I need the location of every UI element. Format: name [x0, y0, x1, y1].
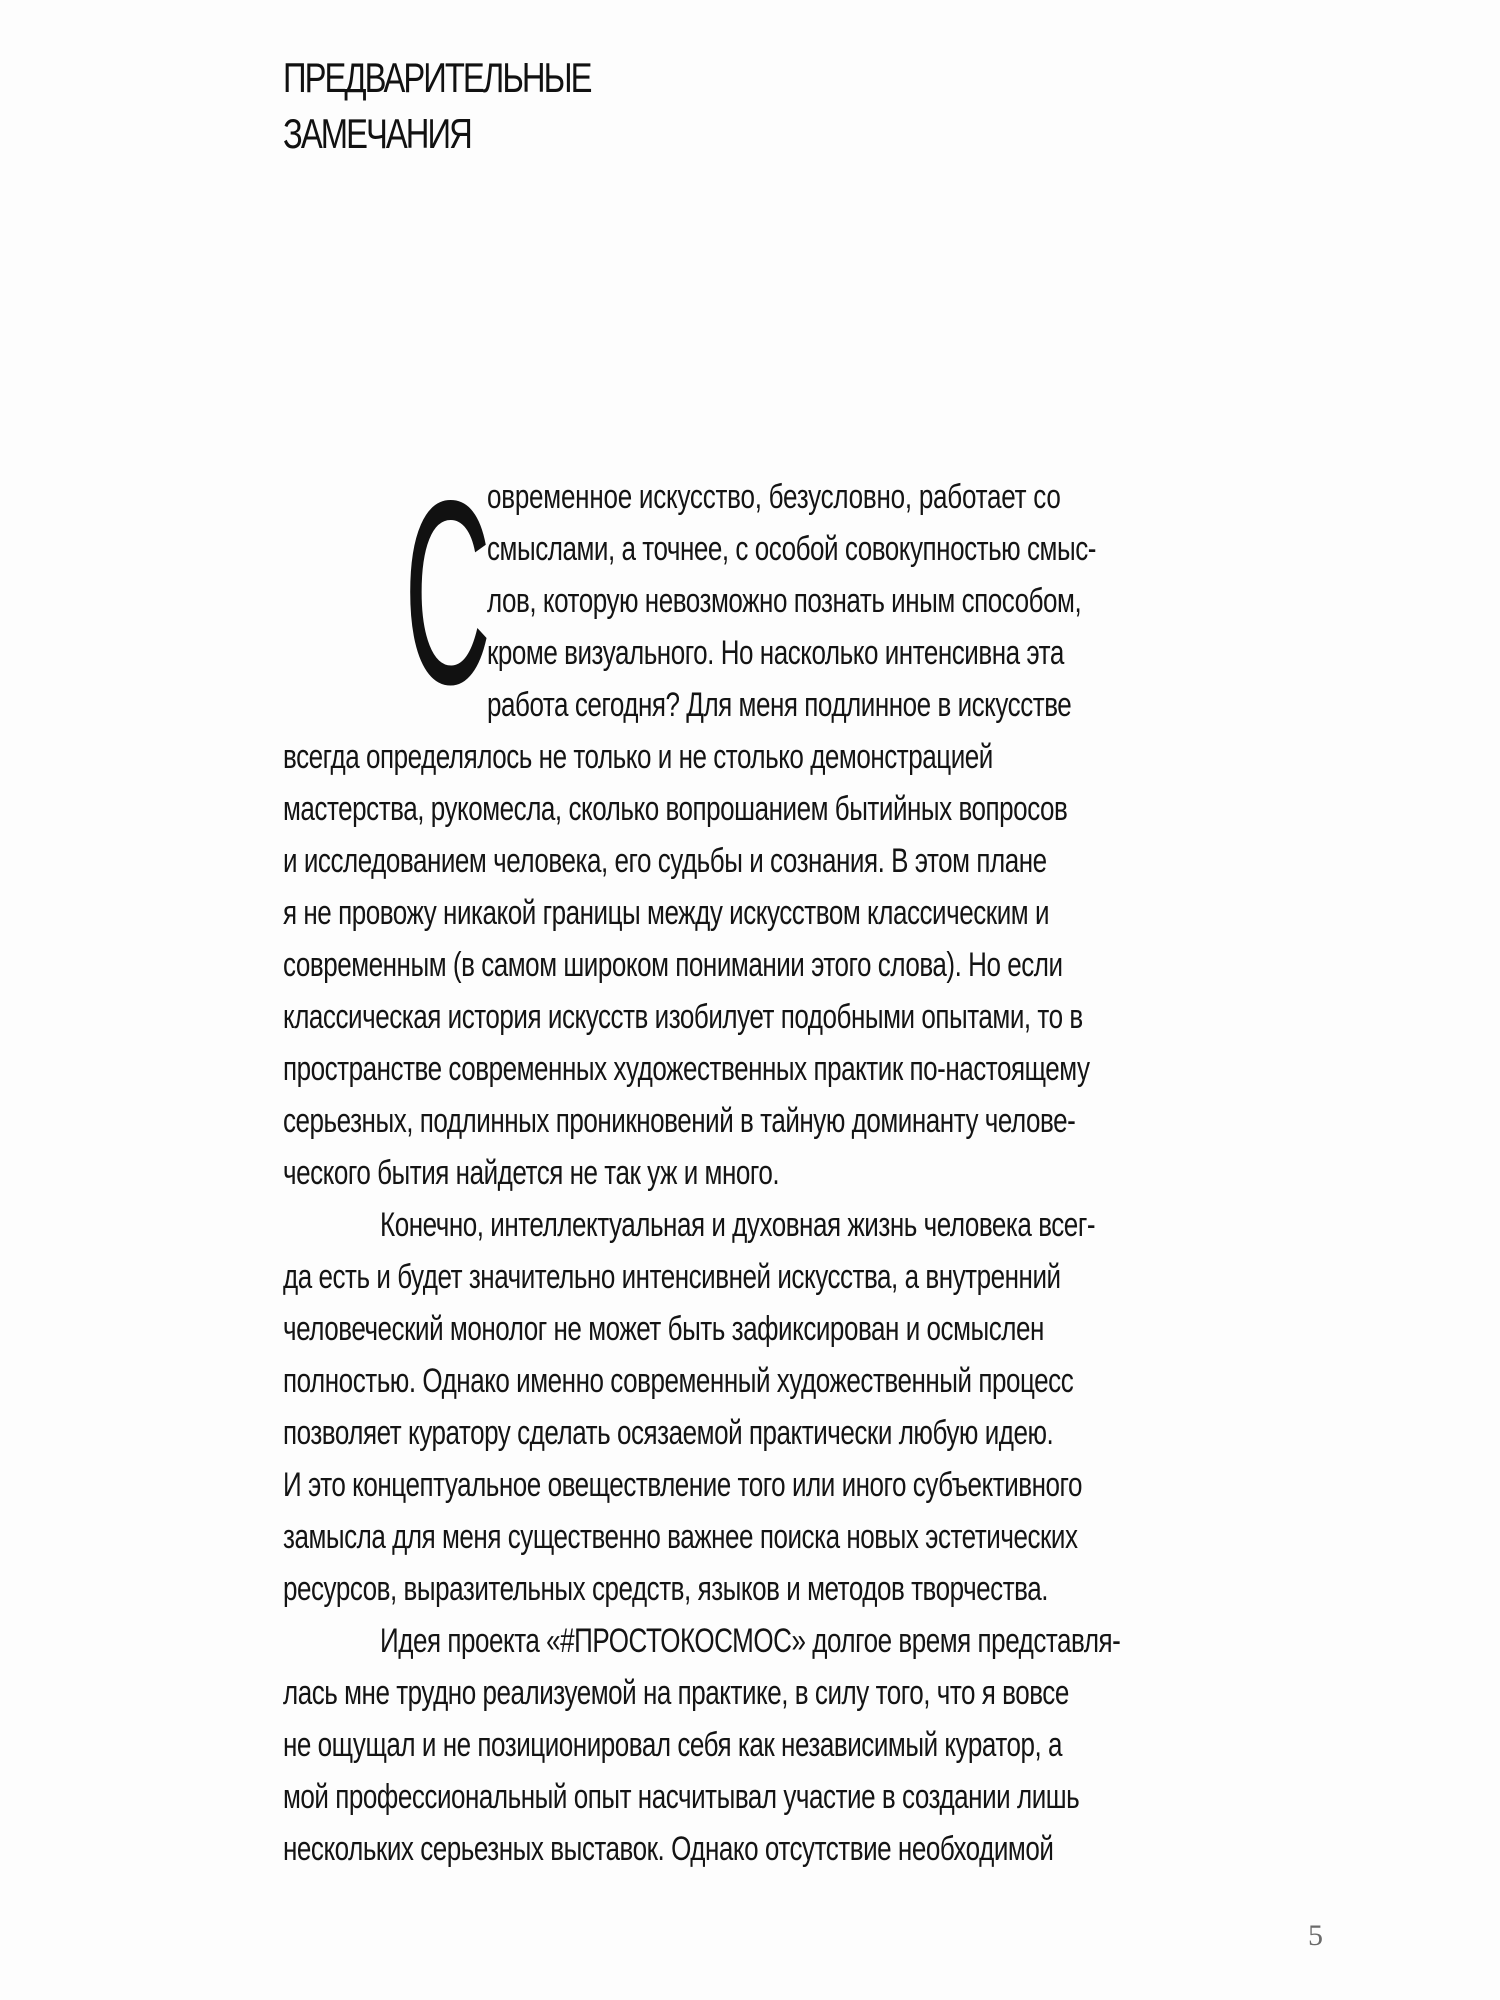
text-line: ческого бытия найдется не так уж и много. [283, 1154, 780, 1192]
text-line: Конечно, интеллектуальная и духовная жизнь человека всег- [380, 1206, 1096, 1244]
text-line: человеческий монолог не может быть зафиксирован и осмыслен [283, 1310, 1044, 1348]
text-line: да есть и будет значительно интенсивней искусства, а внутренний [283, 1258, 1061, 1296]
text-line: И это концептуальное овеществление того или иного субъективного [283, 1466, 1083, 1504]
text-line: лась мне трудно реализуемой на практике, в силу того, что я вовсе [283, 1674, 1069, 1712]
text-line: классическая история искусств изобилует подобными опытами, то в [283, 998, 1083, 1036]
text-line: современным (в самом широком понимании этого слова). Но если [283, 946, 1063, 984]
page-number: 5 [1308, 1919, 1323, 1952]
text-line: смыслами, а точнее, с особой совокупностью смыс- [487, 530, 1096, 568]
text-line: серьезных, подлинных проникновений в тайную доминанту челове- [283, 1102, 1076, 1140]
text-line: лов, которую невозможно познать иным способом, [487, 582, 1082, 620]
text-line: всегда определялось не только и не столько демонстрацией [283, 738, 993, 776]
text-line: мастерства, рукомесла, сколько вопрошанием бытийных вопросов [283, 790, 1068, 828]
text-line: нескольких серьезных выставок. Однако отсутствие необходимой [283, 1830, 1054, 1868]
text-line: полностью. Однако именно современный художественный процесс [283, 1362, 1074, 1400]
drop-cap-letter: С [404, 446, 492, 739]
chapter-title-line-2: ЗАМЕЧАНИЯ [283, 110, 471, 157]
chapter-title-line-1: ПРЕДВАРИТЕЛЬНЫЕ [283, 54, 591, 101]
text-line: пространстве современных художественных практик по-настоящему [283, 1050, 1090, 1088]
text-line: мой профессиональный опыт насчитывал участие в создании лишь [283, 1778, 1080, 1816]
text-line: овременное искусство, безусловно, работает со [487, 478, 1061, 516]
text-line: кроме визуального. Но насколько интенсивна эта [487, 634, 1064, 672]
text-line: позволяет куратору сделать осязаемой практически любую идею. [283, 1414, 1054, 1452]
text-line: не ощущал и не позиционировал себя как независимый куратор, а [283, 1726, 1063, 1764]
text-line: Идея проекта «#ПРОСТОКОСМОС» долгое время представля- [380, 1622, 1121, 1660]
text-line: ресурсов, выразительных средств, языков и методов творчества. [283, 1570, 1049, 1608]
text-line: работа сегодня? Для меня подлинное в искусстве [487, 686, 1072, 724]
text-line: замысла для меня существенно важнее поиска новых эстетических [283, 1518, 1078, 1556]
chapter-title [283, 50, 591, 162]
text-line: я не провожу никакой границы между искусством классическим и [283, 894, 1050, 932]
text-line: и исследованием человека, его судьбы и сознания. В этом плане [283, 842, 1047, 880]
